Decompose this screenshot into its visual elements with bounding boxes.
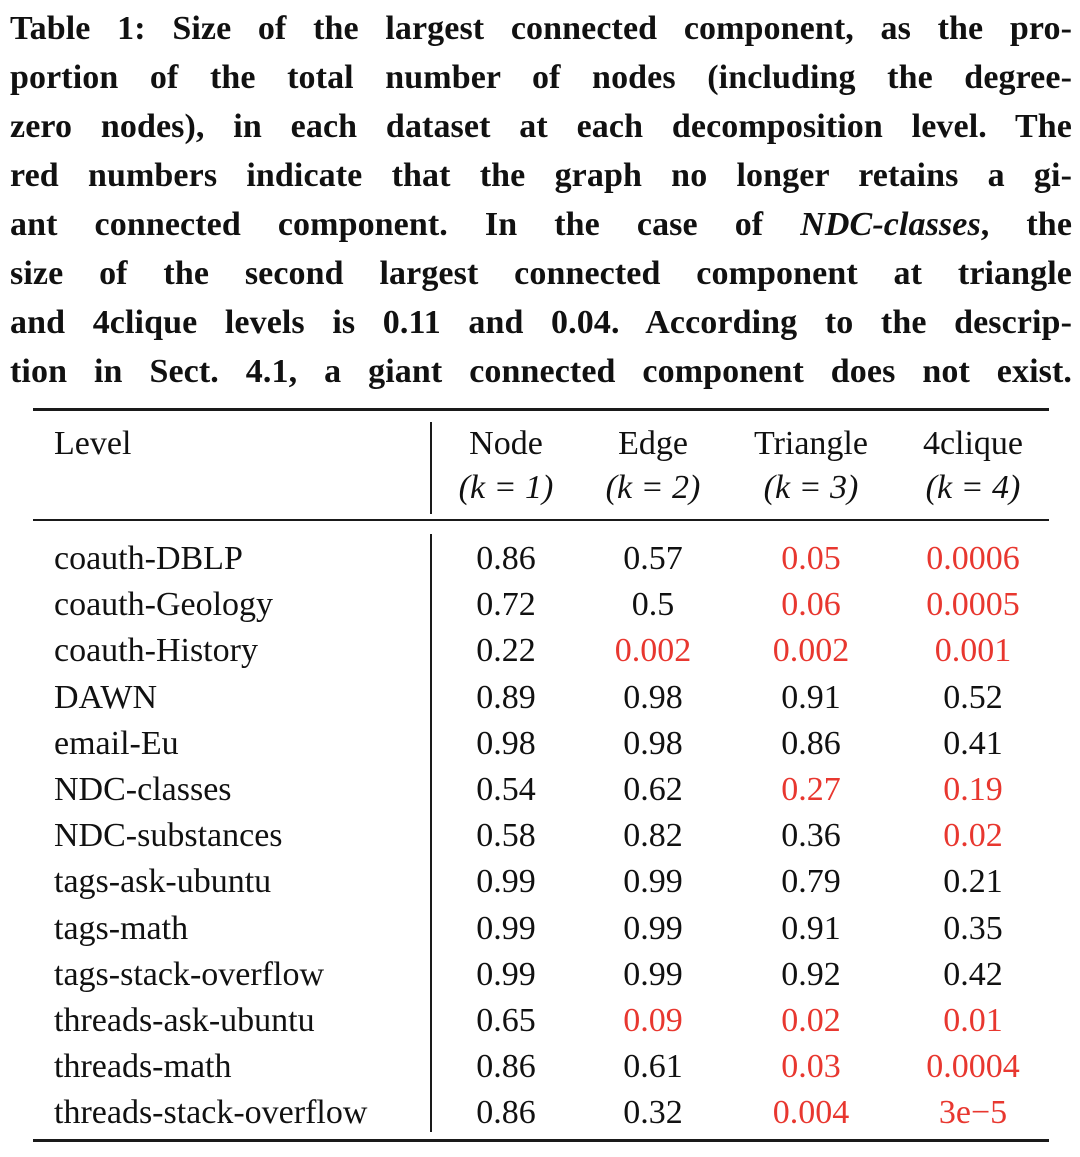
value-cell: 0.05 <box>781 540 841 577</box>
dataset-name: coauth-History <box>54 632 258 670</box>
value-cell: 0.19 <box>943 770 1003 808</box>
dataset-name: NDC-substances <box>54 817 283 855</box>
value-cell: 0.004 <box>772 1094 850 1132</box>
header-col-param: (k = 3) <box>763 469 859 506</box>
value-cell: 0.0006 <box>926 540 1020 577</box>
value-cell: 0.99 <box>476 909 536 947</box>
table-row <box>33 675 1049 721</box>
value-cell: 0.99 <box>476 955 536 993</box>
dataset-name: threads-stack-overflow <box>54 1094 368 1132</box>
header-col-name: 4clique <box>922 425 1024 462</box>
value-cell: 0.5 <box>631 586 675 624</box>
value-cell: 0.89 <box>476 678 536 716</box>
value-cell: 0.42 <box>943 955 1003 993</box>
value-cell: 0.62 <box>623 770 683 808</box>
dataset-name: DAWN <box>54 678 158 716</box>
table-row <box>33 536 1049 582</box>
value-cell: 0.36 <box>781 817 841 855</box>
table-row <box>33 1044 1049 1090</box>
table-row <box>33 952 1049 998</box>
caption-line: tion in Sect. 4.1, a giant connected component does not exist. <box>10 353 1072 390</box>
dataset-name: coauth-DBLP <box>54 540 243 577</box>
value-cell: 0.86 <box>781 724 841 762</box>
value-cell: 0.002 <box>614 632 692 670</box>
value-cell: 0.52 <box>943 678 1003 716</box>
caption-text: , the <box>980 206 1073 243</box>
table-row <box>33 582 1049 628</box>
header-col-param: (k = 4) <box>925 469 1021 506</box>
value-cell: 0.61 <box>623 1048 683 1086</box>
value-cell: 0.22 <box>476 632 536 670</box>
value-cell: 0.02 <box>781 1001 841 1039</box>
table-row <box>33 767 1049 813</box>
value-cell: 0.0004 <box>926 1048 1020 1086</box>
value-cell: 0.57 <box>623 540 683 577</box>
value-cell: 0.92 <box>781 955 841 993</box>
header-node <box>451 422 561 510</box>
table-header-rule <box>33 519 1049 521</box>
value-cell: 0.06 <box>781 586 841 624</box>
value-cell: 0.32 <box>623 1094 683 1132</box>
dataset-name: NDC-classes <box>54 770 232 808</box>
value-cell: 0.27 <box>781 770 841 808</box>
header-4clique <box>903 422 1043 510</box>
value-cell: 0.41 <box>943 724 1003 762</box>
caption-line: and 4clique levels is 0.11 and 0.04. According to the descrip- <box>10 304 1072 341</box>
column-separator <box>430 422 432 514</box>
table-body <box>33 536 1049 1136</box>
header-col-name: Triangle <box>754 425 868 462</box>
caption-line: zero nodes), in each dataset at each decomposition level. The <box>10 108 1072 145</box>
table-row <box>33 1090 1049 1136</box>
header-col-name: Edge <box>618 425 688 462</box>
header-triangle <box>739 422 883 510</box>
value-cell: 0.21 <box>943 863 1003 901</box>
value-cell: 0.09 <box>623 1001 683 1039</box>
value-cell: 0.82 <box>623 817 683 855</box>
table-row <box>33 906 1049 952</box>
table-row <box>33 859 1049 905</box>
value-cell: 0.98 <box>623 678 683 716</box>
caption-line: portion of the total number of nodes (including the degree- <box>10 59 1072 96</box>
value-cell: 0.99 <box>623 863 683 901</box>
value-cell: 0.54 <box>476 770 536 808</box>
value-cell: 0.01 <box>943 1001 1003 1039</box>
header-col-param: (k = 2) <box>605 469 701 506</box>
dataset-name: tags-math <box>54 909 189 947</box>
value-cell: 0.35 <box>943 909 1003 947</box>
value-cell: 0.002 <box>772 632 850 670</box>
table-caption <box>10 4 1072 396</box>
header-level: Level <box>54 425 132 462</box>
table-row <box>33 998 1049 1044</box>
value-cell: 0.001 <box>934 632 1012 670</box>
table-row <box>33 721 1049 767</box>
caption-text: ant connected component. In the case of <box>10 206 764 243</box>
value-cell: 0.03 <box>781 1048 841 1086</box>
caption-line: Table 1: Size of the largest connected component, as the pro- <box>10 10 1072 47</box>
caption-line: red numbers indicate that the graph no longer retains a gi- <box>10 157 1072 194</box>
value-cell: 0.86 <box>476 1094 536 1132</box>
value-cell: 0.0005 <box>926 586 1020 624</box>
value-cell: 3e−5 <box>938 1094 1008 1132</box>
dataset-name: tags-stack-overflow <box>54 955 325 993</box>
dataset-name: coauth-Geology <box>54 586 274 624</box>
value-cell: 0.02 <box>943 817 1003 855</box>
header-edge <box>595 422 711 510</box>
value-cell: 0.99 <box>476 863 536 901</box>
value-cell: 0.99 <box>623 955 683 993</box>
table-top-rule <box>33 408 1049 411</box>
caption-line <box>10 200 1072 249</box>
dataset-name: threads-math <box>54 1048 232 1086</box>
value-cell: 0.99 <box>623 909 683 947</box>
table-bottom-rule <box>33 1139 1049 1142</box>
value-cell: 0.58 <box>476 817 536 855</box>
value-cell: 0.91 <box>781 678 841 716</box>
header-col-param: (k = 1) <box>458 469 554 506</box>
header-col-name: Node <box>469 425 543 462</box>
value-cell: 0.98 <box>476 724 536 762</box>
table-row <box>33 628 1049 674</box>
table-row <box>33 813 1049 859</box>
value-cell: 0.91 <box>781 909 841 947</box>
value-cell: 0.86 <box>476 1048 536 1086</box>
dataset-name: email-Eu <box>54 724 179 762</box>
value-cell: 0.86 <box>476 540 536 577</box>
caption-dataset-name: NDC-classes <box>800 206 981 243</box>
value-cell: 0.98 <box>623 724 683 762</box>
dataset-name: tags-ask-ubuntu <box>54 863 272 901</box>
value-cell: 0.65 <box>476 1001 536 1039</box>
value-cell: 0.79 <box>781 863 841 901</box>
caption-line: size of the second largest connected component at triangle <box>10 255 1072 292</box>
value-cell: 0.72 <box>476 586 536 624</box>
dataset-name: threads-ask-ubuntu <box>54 1001 315 1039</box>
